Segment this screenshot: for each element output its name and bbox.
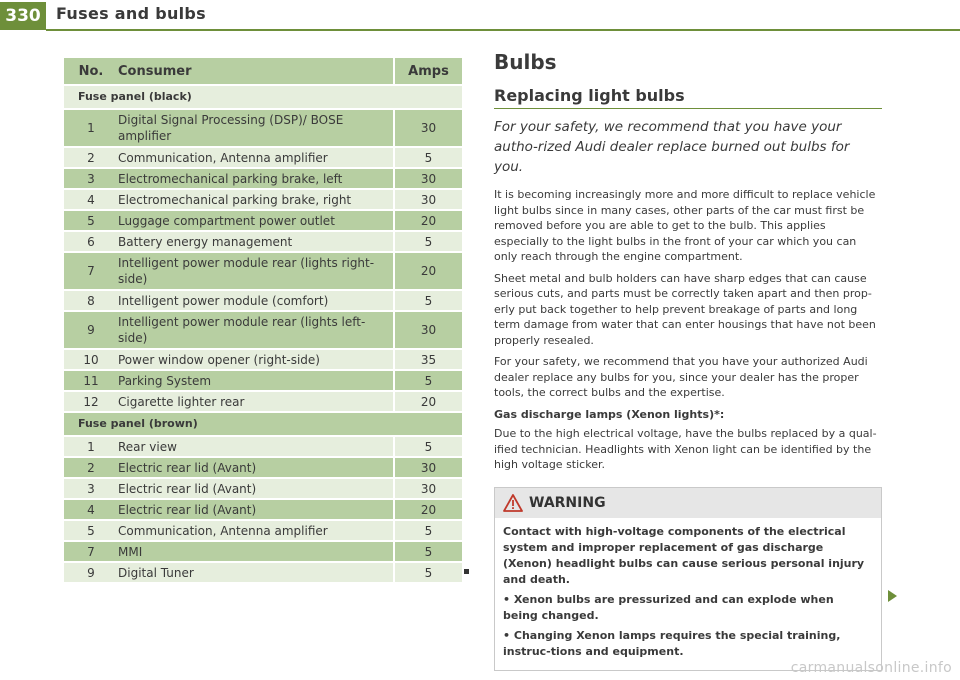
row-consumer: MMI: [118, 544, 143, 559]
row-consumer: Power window opener (right-side): [118, 352, 320, 367]
gas-discharge-text: Due to the high electrical voltage, have the bulbs replaced by a qual-ified technician. Headlights with Xenon light can be identified by the high voltage sticker.: [494, 427, 877, 471]
row-no: 4: [87, 502, 95, 517]
row-no: 3: [87, 171, 95, 186]
warning-body: [495, 518, 881, 670]
warning-icon: [503, 494, 523, 512]
table-row: [64, 110, 462, 148]
table-row: [64, 253, 462, 291]
warning-box: [494, 487, 882, 671]
row-no: 10: [83, 352, 99, 367]
row-no: 7: [87, 544, 95, 559]
table-row: [64, 371, 462, 392]
page-number: 330: [0, 2, 46, 30]
section-end-mark: [464, 569, 469, 574]
row-amps: 5: [393, 232, 462, 251]
row-amps: 20: [393, 392, 462, 411]
row-amps: 5: [393, 148, 462, 167]
table-row: [64, 479, 462, 500]
row-no: 11: [83, 373, 99, 388]
header-title: Fuses and bulbs: [56, 4, 207, 23]
row-amps: 35: [393, 350, 462, 369]
gas-discharge-heading: Gas discharge lamps (Xenon lights)*:: [494, 407, 725, 421]
row-no: 1: [87, 121, 95, 135]
section-heading: Bulbs: [494, 50, 557, 74]
table-header-row: [64, 58, 462, 86]
table-row: [64, 542, 462, 563]
warning-title: WARNING: [529, 494, 606, 511]
table-row: [64, 458, 462, 479]
table-row: [64, 500, 462, 521]
row-amps: 5: [393, 563, 462, 582]
table-row: [64, 148, 462, 169]
watermark: carmanualsonline.info: [790, 660, 952, 676]
row-no: 1: [87, 439, 95, 454]
intro-text: For your safety, we recommend that you have your autho-rized Audi dealer replace burned out bulbs for you.: [494, 119, 850, 175]
row-amps: 5: [393, 521, 462, 540]
row-no: 5: [87, 213, 95, 228]
row-consumer: Digital Tuner: [118, 565, 194, 580]
row-amps: 30: [393, 169, 462, 188]
row-consumer: Electric rear lid (Avant): [118, 460, 257, 475]
table-row: [64, 169, 462, 190]
row-no: 8: [87, 293, 95, 308]
continue-arrow-icon: [888, 590, 897, 602]
row-consumer: Intelligent power module (comfort): [118, 293, 329, 308]
row-consumer: Intelligent power module rear (lights right-side): [118, 256, 375, 286]
row-no: 6: [87, 234, 95, 249]
row-amps: 30: [393, 190, 462, 209]
row-consumer: Communication, Antenna amplifier: [118, 523, 328, 538]
row-no: 7: [87, 264, 95, 278]
group-title-brown: Fuse panel (brown): [64, 413, 462, 437]
row-consumer: Electromechanical parking brake, left: [118, 171, 343, 186]
row-consumer: Electric rear lid (Avant): [118, 481, 257, 496]
row-no: 2: [87, 460, 95, 475]
row-consumer: Cigarette lighter rear: [118, 394, 245, 409]
col-header-no: No.: [78, 63, 104, 79]
warning-header: [495, 488, 881, 518]
warning-bullet: • Xenon bulbs are pressurized and can explode when being changed.: [503, 592, 871, 624]
row-consumer: Intelligent power module rear (lights left-side): [118, 315, 366, 345]
row-amps: 30: [393, 110, 462, 146]
table-row: [64, 312, 462, 350]
paragraph: Sheet metal and bulb holders can have sharp edges that can cause serious cuts, and parts must be correctly taken apart and then prop-erly put back together to help prevent breakage of parts and long term damage from water that can enter housings that have not been properly resealed.: [494, 271, 876, 347]
header-rule: [46, 29, 960, 31]
table-row: [64, 392, 462, 413]
table-row: [64, 563, 462, 584]
row-consumer: Electromechanical parking brake, right: [118, 192, 352, 207]
row-consumer: Battery energy management: [118, 234, 293, 249]
subsection-rule: [494, 108, 882, 109]
group-title-black: Fuse panel (black): [64, 86, 462, 110]
fuse-table: [64, 58, 462, 584]
table-row: [64, 521, 462, 542]
row-no: 3: [87, 481, 95, 496]
paragraph: For your safety, we recommend that you have your authorized Audi dealer replace any bulbs for you, since your dealer has the proper tools, the correct bulbs and the expertise.: [494, 355, 868, 399]
row-amps: 5: [393, 291, 462, 310]
table-row: [64, 232, 462, 253]
paragraph: It is becoming increasingly more and more difficult to replace vehicle light bulbs since in many cases, other parts of the car must first be removed before you are able to get to the bulb. This applies especially to the light bulbs in the front of your car which you can only reach through the engine compartment.: [494, 188, 876, 263]
table-row: [64, 437, 462, 458]
row-amps: 20: [393, 211, 462, 230]
row-amps: 5: [393, 371, 462, 390]
row-amps: 30: [393, 458, 462, 477]
row-no: 5: [87, 523, 95, 538]
table-row: [64, 190, 462, 211]
row-consumer: Parking System: [118, 373, 212, 388]
row-amps: 30: [393, 312, 462, 348]
bulbs-section: [494, 50, 882, 671]
table-row: [64, 211, 462, 232]
row-amps: 5: [393, 437, 462, 456]
row-amps: 5: [393, 542, 462, 561]
row-amps: 30: [393, 479, 462, 498]
row-consumer: Communication, Antenna amplifier: [118, 150, 328, 165]
row-no: 9: [87, 323, 95, 337]
col-header-amps: Amps: [393, 58, 462, 84]
row-consumer: Luggage compartment power outlet: [118, 213, 335, 228]
warning-bullet: • Changing Xenon lamps requires the special training, instruc-tions and equipment.: [503, 628, 871, 660]
row-consumer: Electric rear lid (Avant): [118, 502, 257, 517]
row-no: 12: [83, 394, 99, 409]
row-amps: 20: [393, 500, 462, 519]
row-consumer: Digital Signal Processing (DSP)/ BOSE amplifier: [118, 113, 344, 143]
table-row: [64, 291, 462, 312]
warning-intro: Contact with high-voltage components of the electrical system and improper replacement of gas discharge (Xenon) headlight bulbs can cause serious personal injury and death.: [503, 524, 865, 586]
row-no: 9: [87, 565, 95, 580]
subsection-heading: Replacing light bulbs: [494, 86, 685, 105]
row-no: 2: [87, 150, 95, 165]
col-header-consumer: Consumer: [118, 63, 192, 79]
row-amps: 20: [393, 253, 462, 289]
row-no: 4: [87, 192, 95, 207]
table-row: [64, 350, 462, 371]
row-consumer: Rear view: [118, 439, 177, 454]
